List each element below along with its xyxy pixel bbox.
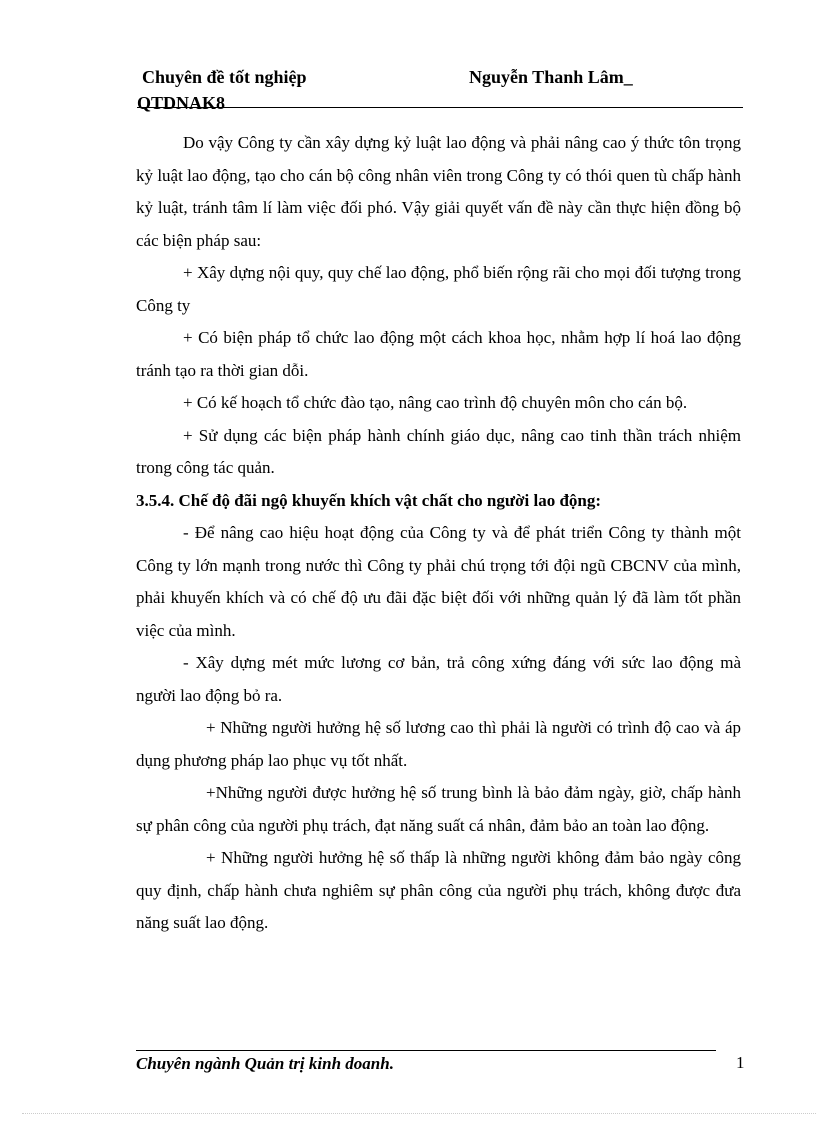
header-rule: [137, 107, 743, 108]
footer-major: Chuyên ngành Quản trị kinh doanh.: [136, 1054, 394, 1073]
page-bottom-border: [22, 1113, 816, 1114]
paragraph: + Xây dựng nội quy, quy chế lao động, phổ biến rộng rãi cho mọi đối tượng trong Công ty: [136, 263, 741, 315]
paragraph: - Xây dựng mét mức lương cơ bản, trả công xứng đáng với sức lao động mà người lao động bỏ ra.: [136, 653, 741, 705]
paragraph: + Có kế hoạch tổ chức đào tạo, nâng cao trình độ chuyên môn cho cán bộ.: [183, 393, 688, 412]
page-number: 1: [736, 1053, 745, 1072]
paragraph: - Để nâng cao hiệu hoạt động của Công ty và để phát triển Công ty thành một Công ty lớn mạnh trong nước thì Công ty phải chú trọng tới đội ngũ CBCNV của mình, phải khuyến khích và có chế độ ưu đãi đặc biệt đối với những quản lý đã làm tốt phần việc của mình.: [136, 523, 741, 640]
header-class-code: QTDNAK8: [137, 93, 226, 113]
paragraph: + Những người hưởng hệ số lương cao thì phải là người có trình độ cao và áp dụng phương pháp lao phục vụ tốt nhất.: [136, 718, 741, 770]
header-author: Nguyễn Thanh Lâm_: [469, 67, 633, 87]
paragraph: + Có biện pháp tổ chức lao động một cách khoa học, nhằm hợp lí hoá lao động tránh tạo ra thời gian dỗi.: [136, 328, 741, 380]
paragraph: Do vậy Công ty cần xây dựng kỷ luật lao động và phải nâng cao ý thức tôn trọng kỷ luật lao động, tạo cho cán bộ công nhân viên trong Công ty có thói quen tù chấp hành kỷ luật, tránh tâm lí làm việc đối phó. Vậy giải quyết vấn đề này cần thực hiện đồng bộ các biện pháp sau:: [136, 133, 741, 250]
header-thesis-title: Chuyên đề tốt nghiệp: [142, 67, 307, 87]
paragraph: +Những người được hưởng hệ số trung bình là bảo đảm ngày, giờ, chấp hành sự phân công của người phụ trách, đạt năng suất cá nhân, đảm bảo an toàn lao động.: [136, 783, 741, 835]
section-heading: 3.5.4. Chế độ đãi ngộ khuyến khích vật chất cho người lao động:: [136, 490, 602, 510]
document-body: [136, 127, 741, 940]
footer-rule: [136, 1050, 716, 1051]
page-header: [137, 64, 743, 113]
paragraph: + Sử dụng các biện pháp hành chính giáo dục, nâng cao tinh thần trách nhiệm trong công tác quản.: [136, 425, 741, 477]
paragraph: + Những người hưởng hệ số thấp là những người không đảm bảo ngày công quy định, chấp hành chưa nghiêm sự phân công của người phụ trách, không được đưa năng suất lao động.: [136, 848, 741, 932]
